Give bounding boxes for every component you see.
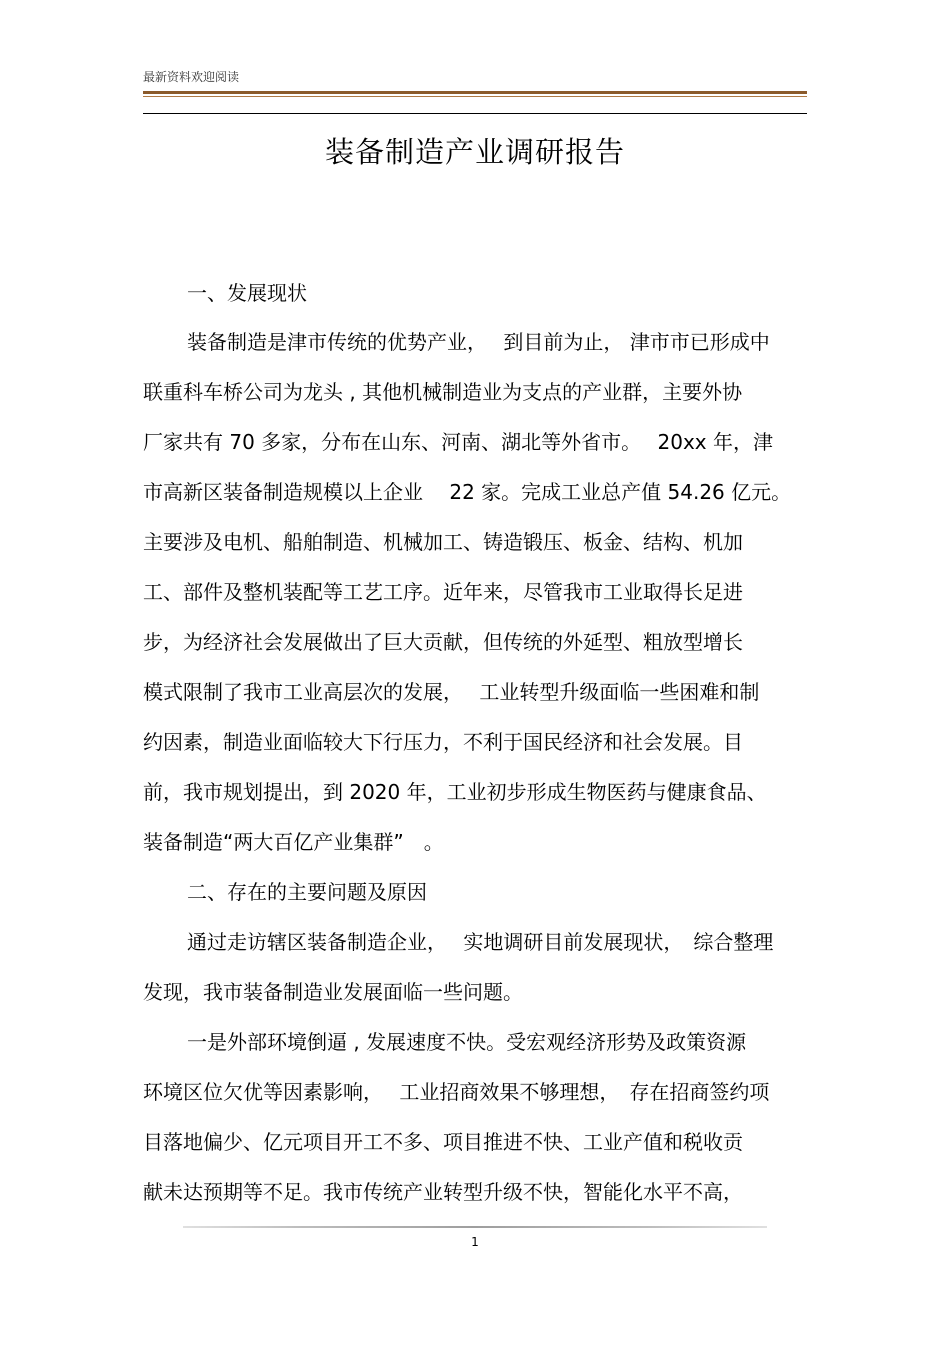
- body-line: 约因素，制造业面临较大下行压力，不利于国民经济和社会发展。目: [143, 730, 743, 754]
- body-line: 一是外部环境倒逼 , 发展速度不快。受宏观经济形势及政策资源: [187, 1030, 747, 1054]
- section-heading-1: 一、发展现状: [187, 281, 307, 305]
- header-text: 最新资料欢迎阅读: [143, 70, 240, 84]
- body-line: 市高新区装备制造规模以上企业 22 家。完成工业总产值 54.26 亿元。: [143, 480, 792, 504]
- body-line: 前，我市规划提出，到 2020 年，工业初步形成生物医药与健康食品、: [143, 780, 767, 804]
- header-rule-thin: [143, 96, 807, 97]
- body-line: 通过走访辖区装备制造企业， 实地调研目前发展现状， 综合整理: [187, 930, 774, 954]
- page-number: 1: [471, 1235, 479, 1249]
- body-line: 步，为经济社会发展做出了巨大贡献，但传统的外延型、粗放型增长: [143, 630, 743, 654]
- body-line: 模式限制了我市工业高层次的发展， 工业转型升级面临一些困难和制: [143, 680, 760, 704]
- footer-rule: [183, 1226, 767, 1228]
- body-line: 厂家共有 70 多家，分布在山东、河南、湖北等外省市。 20xx 年，津: [143, 430, 773, 454]
- body-line: 献未达预期等不足。我市传统产业转型升级不快，智能化水平不高，: [143, 1180, 743, 1204]
- section-heading-2: 二、存在的主要问题及原因: [187, 880, 427, 904]
- body-line: 联重科车桥公司为龙头 , 其他机械制造业为支点的产业群，主要外协: [143, 380, 743, 404]
- document-title: 装备制造产业调研报告: [324, 135, 625, 169]
- body-line: 环境区位欠优等因素影响， 工业招商效果不够理想， 存在招商签约项: [143, 1080, 770, 1104]
- body-line: 主要涉及电机、船舶制造、机械加工、铸造锻压、板金、结构、机加: [143, 530, 743, 554]
- header-rule-thick: [143, 91, 807, 94]
- body-line: 目落地偏少、亿元项目开工不多、项目推进不快、工业产值和税收贡: [143, 1130, 743, 1154]
- body-line: 工、部件及整机装配等工艺工序。近年来，尽管我市工业取得长足进: [143, 580, 743, 604]
- header-rule-black: [143, 113, 807, 114]
- body-line: 装备制造是津市传统的优势产业， 到目前为止， 津市市已形成中: [187, 330, 770, 354]
- body-line: 装备制造“两大百亿产业集群” 。: [143, 830, 444, 854]
- body-line: 发现，我市装备制造业发展面临一些问题。: [143, 980, 523, 1004]
